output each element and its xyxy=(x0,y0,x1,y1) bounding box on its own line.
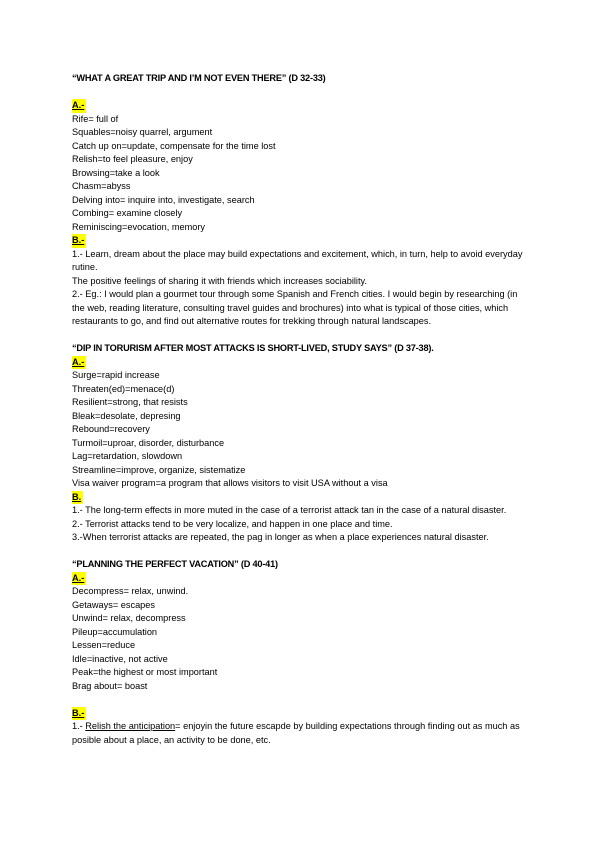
vocab-item: Turmoil=uproar, disorder, disturbance xyxy=(72,437,225,448)
vocab-item: Idle=inactive, not active xyxy=(72,653,168,664)
vocab-item: Streamline=improve, organize, sistematize xyxy=(72,464,246,475)
answer-text: = enjoyin the future escapde by building expectations through finding out as much as posible about a place, an activity to be done, etc. xyxy=(72,721,520,745)
vocab-item: Surge=rapid increase xyxy=(72,370,160,380)
part-a-label: A.- xyxy=(72,356,86,370)
answer-paragraph: 2.- Terrorist attacks tend to be very localize, and happen in one place and time. xyxy=(72,518,393,529)
vocab-item: Pileup=accumulation xyxy=(72,626,158,637)
vocab-item: Peak=the highest or most important xyxy=(72,667,218,677)
vocab-item: Catch up on=update, compensate for the time lost xyxy=(72,140,276,151)
answer-paragraph: The positive feelings of sharing it with friends which increases sociability. xyxy=(72,275,367,286)
answer-paragraph: 2.- Eg.: I would plan a gourmet tour through some Spanish and French cities. I would begin by researching (in the web, reading literature, consulting travel guides and brochures) into what is typical of those cities, which restaurants to go, and find out alternative routes for trekking through natural landscapes. xyxy=(72,289,518,326)
vocab-item: Resilient=strong, that resists xyxy=(72,397,188,407)
answer-paragraph: 3.-When terrorist attacks are repeated, the pag in longer as when a place experiences natural disaster. xyxy=(72,532,489,542)
section-title: “WHAT A GREAT TRIP AND I’M NOT EVEN THERE” (D 32-33) xyxy=(72,73,326,83)
section-title: “DIP IN TORURISM AFTER MOST ATTACKS IS SHORT-LIVED, STUDY SAYS” (D 37-38). xyxy=(72,343,434,353)
answer-paragraph xyxy=(72,720,532,747)
vocab-item: Threaten(ed)=menace(d) xyxy=(72,383,175,394)
vocab-item: Lag=retardation, slowdown xyxy=(72,451,183,461)
vocab-item: Rebound=recovery xyxy=(72,424,150,434)
vocab-item: Unwind= relax, decompress xyxy=(72,613,186,623)
vocab-item: Lessen=reduce xyxy=(72,640,136,650)
vocab-item: Rife= full of xyxy=(72,113,119,124)
document-page xyxy=(72,72,532,747)
vocab-item: Visa waiver program=a program that allows visitors to visit USA without a visa xyxy=(72,478,388,488)
vocab-item: Combing= examine closely xyxy=(72,208,183,218)
vocab-item: Decompress= relax, unwind. xyxy=(72,586,189,596)
vocab-item: Getaways= escapes xyxy=(72,599,155,610)
vocab-item: Squables=noisy quarrel, argument xyxy=(72,127,213,137)
section-title: “PLANNING THE PERFECT VACATION” (D 40-41) xyxy=(72,559,278,569)
answer-paragraph: 1.- Learn, dream about the place may build expectations and excitement, which, in turn, help to avoid everyday rutine. xyxy=(72,248,523,272)
vocab-item: Reminiscing=evocation, memory xyxy=(72,221,206,232)
part-b-label: B.- xyxy=(72,234,86,248)
part-b-label: B.- xyxy=(72,707,86,721)
vocab-item: Relish=to feel pleasure, enjoy xyxy=(72,154,193,164)
vocab-item: Chasm=abyss xyxy=(72,181,131,191)
vocab-item: Bleak=desolate, depresing xyxy=(72,410,181,421)
answer-paragraph: 1.- The long-term effects in more muted in the case of a terrorist attack tan in the case of a natural disaster. xyxy=(72,505,507,515)
underlined-term: Relish the anticipation xyxy=(85,721,176,731)
answer-number: 1.- xyxy=(72,721,86,731)
part-a-label: A.- xyxy=(72,99,86,113)
vocab-item: Delving into= inquire into, investigate, search xyxy=(72,194,255,205)
vocab-item: Browsing=take a look xyxy=(72,167,160,178)
vocab-item: Brag about= boast xyxy=(72,680,148,691)
part-a-label: A.- xyxy=(72,572,86,586)
part-b-label: B. xyxy=(72,491,83,505)
